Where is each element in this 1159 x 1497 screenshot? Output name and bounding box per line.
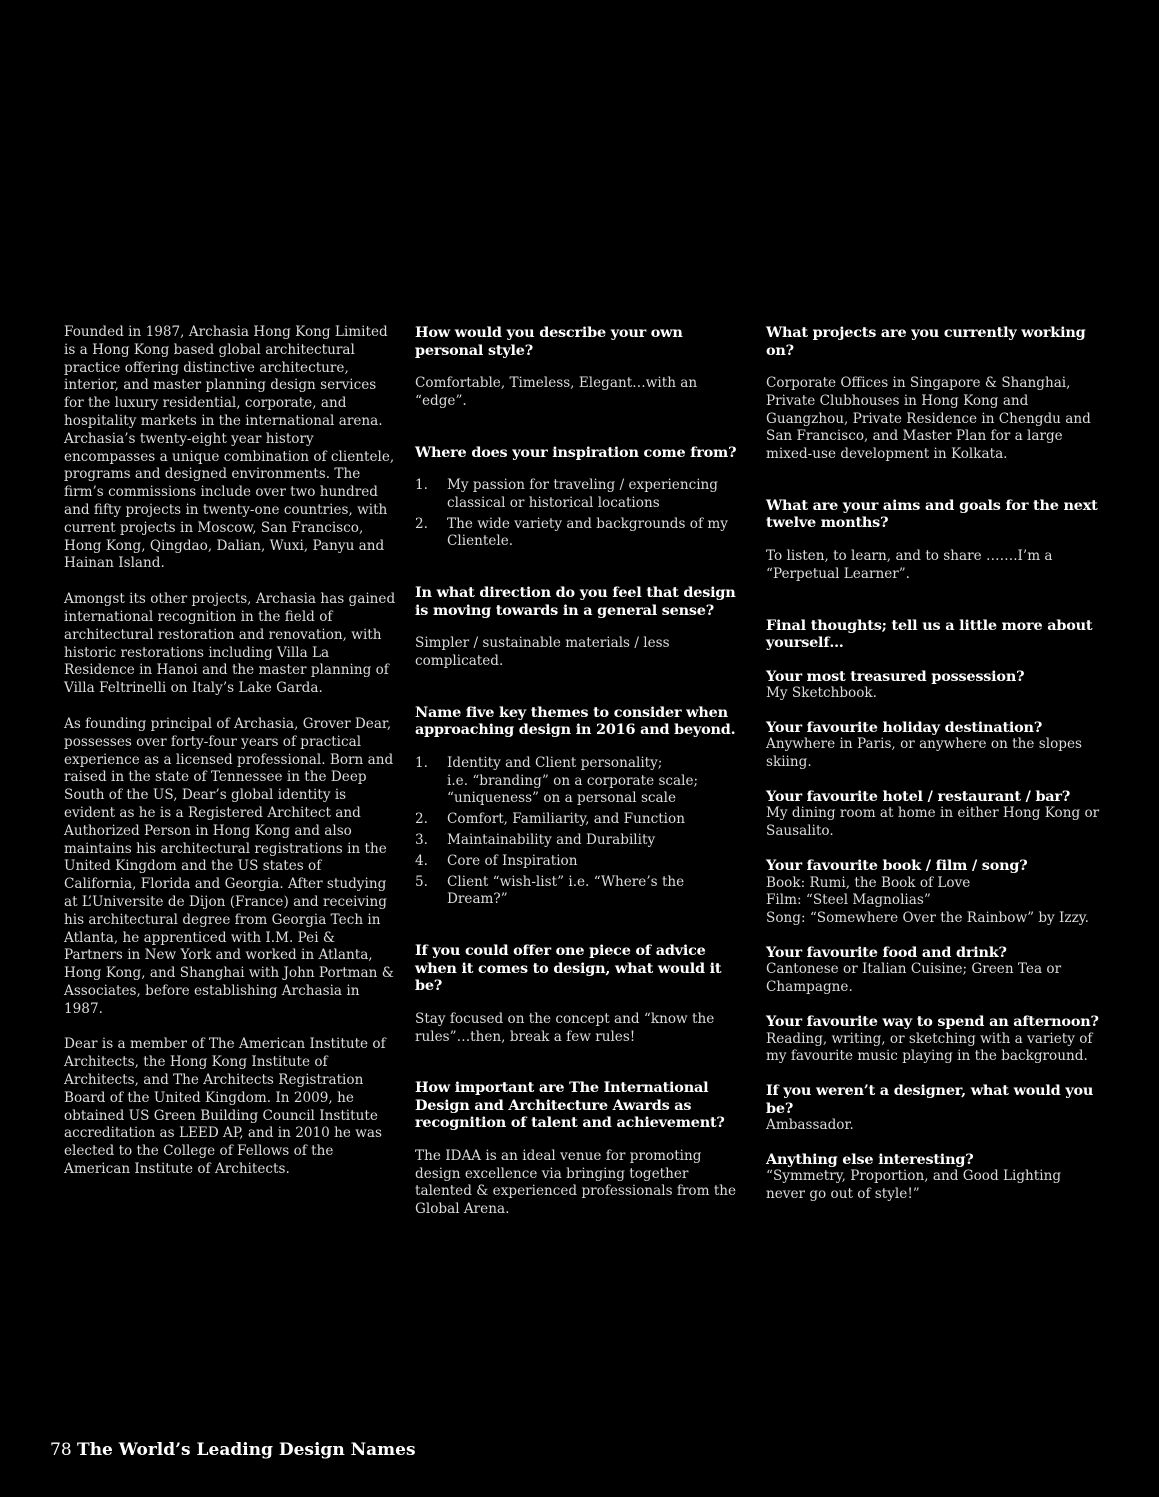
- list-text: Maintainability and Durability: [447, 832, 656, 849]
- final-answer-line: Song: “Somewhere Over the Rainbow” by Izzy.: [766, 910, 1089, 927]
- final-answer: Ambassador.: [766, 1117, 854, 1134]
- publication-title: The World’s Leading Design Names: [77, 1440, 416, 1460]
- final-question: Your favourite book / film / song?: [766, 857, 1028, 875]
- answer-aims-goals: To listen, to learn, and to share …….I’m a “Perpetual Learner”.: [766, 547, 1053, 582]
- final-answer: Reading, writing, or sketching with a variety of my favourite music playing in the background.: [766, 1030, 1093, 1065]
- list-text: Identity and Client personality;: [447, 754, 663, 771]
- list-text: My passion for traveling / experiencing classical or historical locations: [447, 477, 719, 511]
- page-footer: [50, 1440, 416, 1460]
- list-subtext: “uniqueness” on a personal scale: [447, 790, 677, 807]
- final-answer: Cantonese or Italian Cuisine; Green Tea or Champagne.: [766, 961, 1062, 996]
- question-personal-style: How would you describe your own personal style?: [415, 324, 683, 359]
- intro-paragraph: Dear is a member of The American Institute of Architects, the Hong Kong Institute of Architects, and The Architects Registration Board of the United Kingdom. In 2009, he obtained US Green Building Council Institute accreditation as LEED AP, and in 2010 he was elected to the College of Fellows of the American Institute of Architects.: [64, 1036, 386, 1178]
- interview-column-middle: [415, 324, 745, 1252]
- answer-inspiration-list: [415, 477, 745, 551]
- page-number: 78: [50, 1440, 72, 1460]
- final-answer: My Sketchbook.: [766, 685, 877, 702]
- answer-design-direction: Simpler / sustainable materials / less complicated.: [415, 635, 670, 670]
- final-answer: My dining room at home in either Hong Kong or Sausalito.: [766, 805, 1100, 840]
- list-number: 1.: [415, 477, 428, 494]
- list-item: [415, 874, 745, 910]
- list-item: [415, 477, 745, 513]
- list-item: [415, 516, 745, 552]
- list-number: 4.: [415, 852, 428, 869]
- question-awards: How important are The International Design and Architecture Awards as recognition of talent and achievement?: [415, 1079, 725, 1132]
- list-item: [415, 811, 745, 829]
- list-item: [415, 853, 745, 871]
- final-question: If you weren’t a designer, what would you be?: [766, 1082, 1094, 1117]
- final-question: Your favourite way to spend an afternoon?: [766, 1013, 1099, 1031]
- list-text: Client “wish-list” i.e. “Where’s the Dream?”: [447, 873, 685, 908]
- question-design-direction: In what direction do you feel that design is moving towards in a general sense?: [415, 584, 736, 619]
- list-text: Comfort, Familiarity, and Function: [447, 811, 685, 828]
- intro-column: [64, 324, 396, 1197]
- list-item: [415, 832, 745, 850]
- final-answer-line: Film: “Steel Magnolias”: [766, 892, 931, 909]
- final-answer-line: Book: Rumi, the Book of Love: [766, 874, 971, 891]
- list-item: [415, 755, 745, 808]
- question-key-themes: Name five key themes to consider when approaching design in 2016 and beyond.: [415, 703, 736, 739]
- final-thoughts-heading: Final thoughts; tell us a little more about yourself…: [766, 616, 1093, 652]
- intro-paragraph: Founded in 1987, Archasia Hong Kong Limited is a Hong Kong based global architectural practice offering distinctive architecture, interior, and master planning design services for the luxury residential, corporate, and hospitality markets in the international arena. Archasia’s twenty-eight year history encompasses a unique combination of clientele, programs and designed environments. The firm’s commissions include over two hundred and fifty projects in twenty-one countries, with current projects in Moscow, San Francisco, Hong Kong, Qingdao, Dalian, Wuxi, Panyu and Hainan Island.: [64, 324, 395, 572]
- final-question: Your favourite holiday destination?: [766, 718, 1043, 736]
- answer-personal-style: Comfortable, Timeless, Elegant…with an “edge”.: [415, 375, 698, 409]
- question-advice: If you could offer one piece of advice when it comes to design, what would it be?: [415, 942, 722, 995]
- final-question: Your most treasured possession?: [766, 667, 1025, 685]
- question-current-projects: What projects are you currently working on?: [766, 324, 1086, 359]
- list-text: The wide variety and backgrounds of my Clientele.: [447, 515, 728, 550]
- answer-key-themes-list: [415, 755, 745, 909]
- final-answer: Anywhere in Paris, or anywhere on the slopes skiing.: [766, 736, 1082, 771]
- final-answer-multiline: [766, 875, 1101, 928]
- final-question: Your favourite food and drink?: [766, 943, 1007, 961]
- list-number: 3.: [415, 832, 428, 849]
- list-number: 2.: [415, 515, 428, 532]
- interview-column-right: [766, 324, 1101, 1220]
- list-subtext: i.e. “branding” on a corporate scale;: [447, 772, 699, 789]
- list-text: Core of Inspiration: [447, 852, 578, 869]
- list-number: 2.: [415, 811, 428, 828]
- intro-paragraph: As founding principal of Archasia, Grover Dear, possesses over forty-four years of practical experience as a licensed professional. Born and raised in the state of Tennessee in the Deep South of the US, Dear’s global identity is evident as he is a Registered Architect and Authorized Person in Hong Kong and also maintains his architectural registrations in the United Kingdom and the US states of California, Florida and Georgia. After studying at L’Universite de Dijon (France) and receiving his architectural degree from Georgia Tech in Atlanta, he apprenticed with I.M. Pei & Partners in New York and worked in Atlanta, Hong Kong, and Shanghai with John Portman & Associates, before establishing Archasia in 1987.: [64, 715, 394, 1017]
- answer-awards: The IDAA is an ideal venue for promoting design excellence via bringing together talented & experienced professionals from the Global Arena.: [415, 1147, 737, 1218]
- intro-paragraph: Amongst its other projects, Archasia has gained international recognition in the field of architectural restoration and renovation, with historic restorations including Villa La Residence in Hanoi and the master planning of Villa Feltrinelli on Italy’s Lake Garda.: [64, 591, 396, 697]
- final-question: Your favourite hotel / restaurant / bar?: [766, 787, 1071, 805]
- question-aims-goals: What are your aims and goals for the next twelve months?: [766, 496, 1098, 532]
- list-number: 1.: [415, 754, 428, 771]
- final-answer: “Symmetry, Proportion, and Good Lighting never go out of style!”: [766, 1168, 1062, 1203]
- list-number: 5.: [415, 873, 428, 890]
- answer-current-projects: Corporate Offices in Singapore & Shanghai, Private Clubhouses in Hong Kong and Guangzhou, Private Residence in Chengdu and San Francisco, and Master Plan for a large mixed-use development in Kolkata.: [766, 375, 1091, 463]
- answer-advice: Stay focused on the concept and “know the rules”…then, break a few rules!: [415, 1010, 715, 1045]
- final-question: Anything else interesting?: [766, 1150, 974, 1168]
- question-inspiration: Where does your inspiration come from?: [415, 443, 737, 461]
